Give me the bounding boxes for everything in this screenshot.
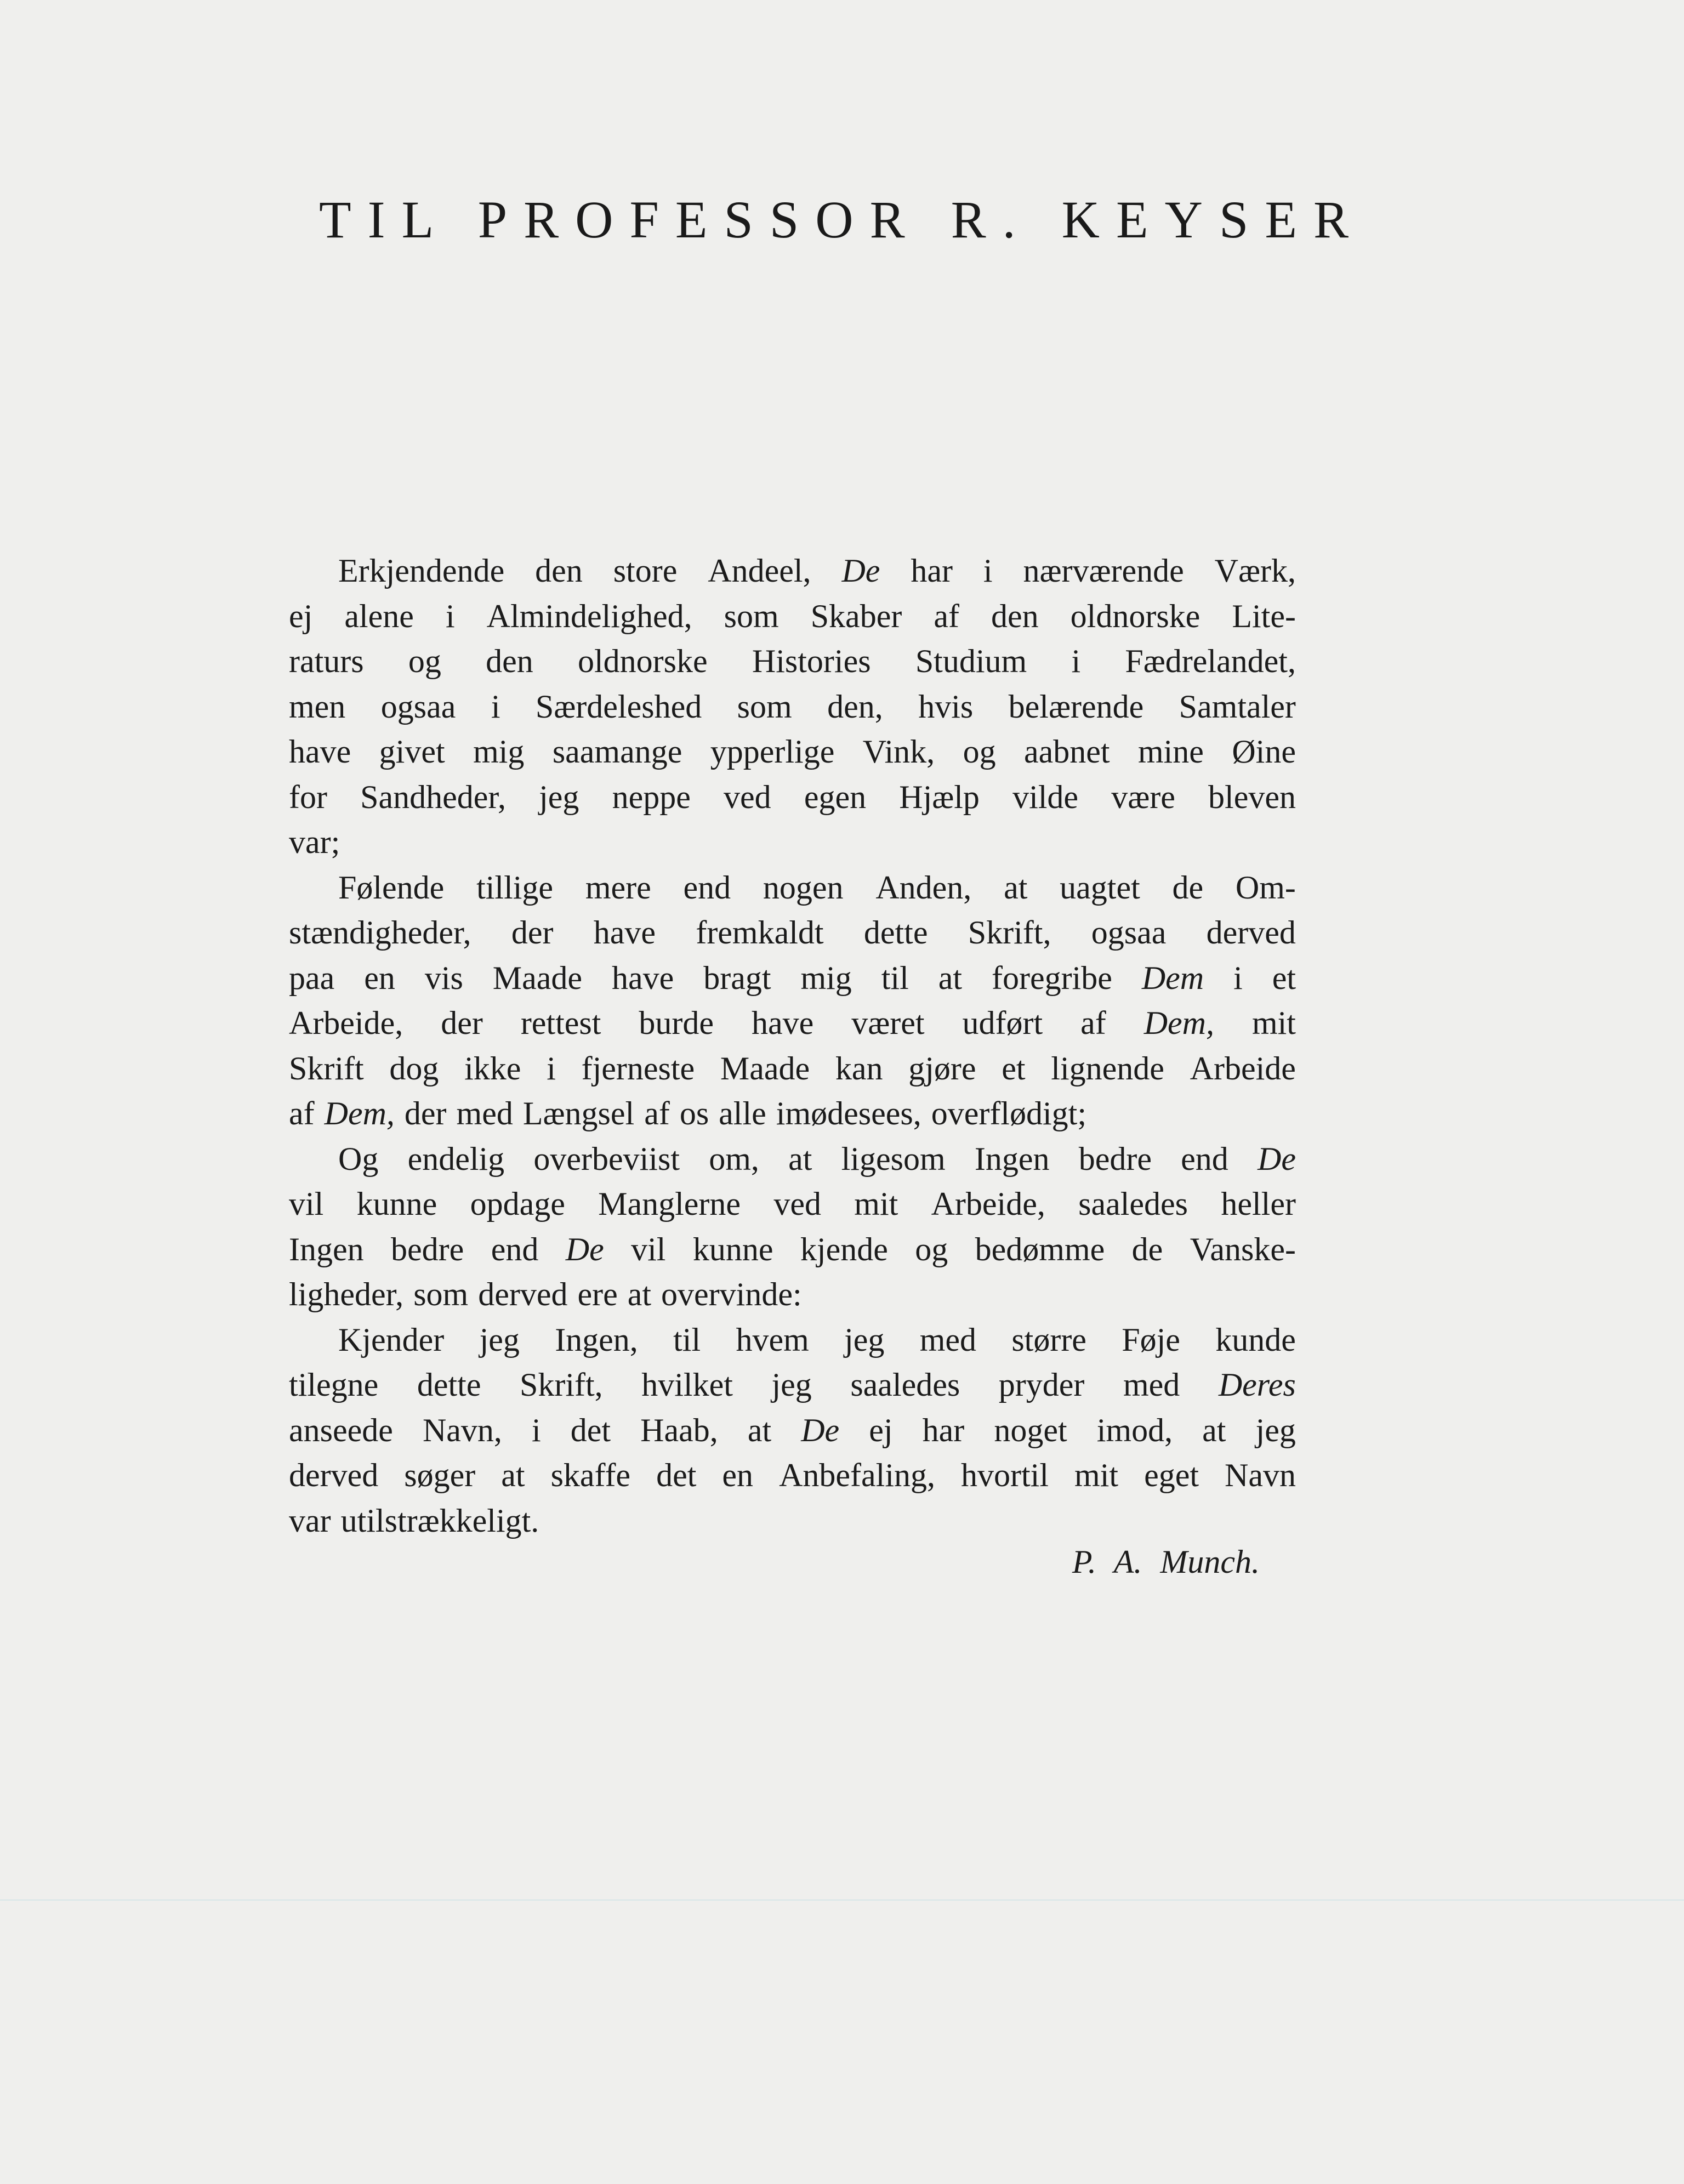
text-line (289, 1000, 1296, 1046)
word: en (364, 959, 395, 996)
word: i (532, 1412, 541, 1448)
word: at (747, 1412, 772, 1448)
word: mig (473, 733, 525, 770)
word: paa (289, 959, 335, 996)
word: Arbeide, (931, 1186, 1045, 1222)
word: De (841, 553, 880, 589)
word: jeg (479, 1321, 520, 1358)
word: Om- (1235, 869, 1296, 906)
word: at (501, 1457, 525, 1493)
word: fremkaldt (696, 914, 824, 951)
word: men (289, 688, 346, 725)
word: Kjender (338, 1321, 445, 1358)
word: til (673, 1321, 701, 1358)
word: Værk, (1214, 553, 1296, 589)
word: Skaber (810, 598, 902, 634)
word: Ingen (289, 1231, 364, 1267)
word: mig (800, 959, 852, 996)
word: jeg (1255, 1412, 1296, 1448)
word: mine (1137, 733, 1204, 770)
word: de (1172, 869, 1204, 906)
paragraph (289, 865, 1296, 1136)
text-line (289, 910, 1296, 956)
paragraph (289, 1317, 1296, 1544)
word: det (570, 1412, 611, 1448)
word: Skrift (289, 1050, 364, 1087)
word: Arbeide (1190, 1050, 1296, 1087)
word: en (722, 1457, 754, 1493)
word: opdage (470, 1186, 565, 1222)
word: som (413, 1276, 469, 1312)
word: kjende (800, 1231, 888, 1267)
word: fjerneste (581, 1050, 695, 1087)
word: med (456, 1095, 513, 1131)
text-line (289, 1227, 1296, 1272)
word: og (408, 643, 441, 679)
word: have (612, 959, 674, 996)
word: oldnorske (578, 643, 708, 679)
word: i (491, 688, 500, 725)
word: foregribe (991, 959, 1112, 996)
word: heller (1221, 1186, 1296, 1222)
word: af (1080, 1005, 1106, 1041)
word: egen (804, 778, 867, 815)
text-line (289, 729, 1296, 775)
word: De (801, 1412, 840, 1448)
text-line (289, 1317, 1296, 1363)
text-line (289, 1498, 1296, 1544)
word: ypperlige (710, 733, 835, 770)
word: i (983, 553, 993, 589)
word: som (724, 598, 779, 634)
word: for (289, 778, 327, 815)
word: Anden, (875, 869, 972, 906)
word: og (963, 733, 996, 770)
word: Dem, (1143, 1005, 1214, 1041)
word: aabnet (1023, 733, 1110, 770)
word: Sandheder, (360, 778, 506, 815)
page-fold-line (0, 1899, 1684, 1901)
word: end (491, 1231, 539, 1267)
word: gjøre (908, 1050, 976, 1087)
word: ere (577, 1276, 618, 1312)
word: Vanske- (1190, 1231, 1296, 1267)
word: have (593, 914, 656, 951)
word: der (404, 1095, 447, 1131)
word: om, (709, 1140, 759, 1177)
text-line (289, 820, 1296, 865)
word: lignende (1051, 1050, 1164, 1087)
word: af (289, 1095, 315, 1131)
word: at (788, 1140, 812, 1177)
word: Øine (1232, 733, 1296, 770)
word: dette (417, 1367, 481, 1403)
word: være (1111, 778, 1175, 815)
word: som (737, 688, 792, 725)
word: saamange (552, 733, 682, 770)
word: Studium (915, 643, 1027, 679)
word: saaledes (850, 1367, 960, 1403)
word: De (1258, 1140, 1296, 1177)
word: udført (962, 1005, 1043, 1041)
word: noget (994, 1412, 1067, 1448)
word: Længsel (522, 1095, 635, 1131)
word: Andeel, (708, 553, 811, 589)
word: overflødigt; (931, 1095, 1086, 1131)
word: uagtet (1060, 869, 1140, 906)
word: ej (869, 1412, 893, 1448)
text-line (289, 1453, 1296, 1498)
word: have (289, 733, 351, 770)
word: Ingen (974, 1140, 1050, 1177)
word: Dem (1141, 959, 1204, 996)
word: Navn (1225, 1457, 1296, 1493)
word: at (1202, 1412, 1226, 1448)
word: givet (379, 733, 445, 770)
word: været (851, 1005, 925, 1041)
word: ej (289, 598, 313, 634)
word: Maade (720, 1050, 810, 1087)
word: Histories (752, 643, 871, 679)
word: derved (1206, 914, 1296, 951)
word: Skrift, (520, 1367, 603, 1403)
word: have (751, 1005, 814, 1041)
word: Almindelighed, (486, 598, 692, 634)
word: Anbefaling, (779, 1457, 935, 1493)
word: overbeviist (533, 1140, 680, 1177)
word: den (535, 553, 583, 589)
word: bleven (1208, 778, 1296, 815)
word: i (1071, 643, 1081, 679)
word: Haab, (640, 1412, 718, 1448)
word: ved (724, 778, 771, 815)
word: ved (773, 1186, 821, 1222)
word: Lite- (1232, 598, 1296, 634)
text-line (289, 548, 1296, 594)
word: Føje (1122, 1321, 1180, 1358)
word: Maade (492, 959, 583, 996)
word: alene (344, 598, 414, 634)
word: hvem (736, 1321, 809, 1358)
word: til (881, 959, 909, 996)
word: Og (338, 1140, 379, 1177)
word: ogsaa (1091, 914, 1167, 951)
word: belærende (1008, 688, 1144, 725)
word: af (934, 598, 959, 634)
word: overvinde: (661, 1276, 802, 1312)
word: har (922, 1412, 965, 1448)
word: tillige (476, 869, 554, 906)
word: kunde (1215, 1321, 1296, 1358)
word: bedre (391, 1231, 464, 1267)
word: anseede (289, 1412, 393, 1448)
word: var; (289, 824, 340, 860)
word: Ingen, (555, 1321, 638, 1358)
word: et (1002, 1050, 1026, 1087)
word: kan (835, 1050, 883, 1087)
word: der (511, 914, 554, 951)
word: Deres (1218, 1367, 1296, 1403)
word: Særdeleshed (535, 688, 702, 725)
text-line (289, 775, 1296, 820)
word: at (938, 959, 963, 996)
word: neppe (612, 778, 691, 815)
word: burde (639, 1005, 714, 1041)
word: og (915, 1231, 948, 1267)
word: ligesom (841, 1140, 946, 1177)
word: alle (719, 1095, 766, 1131)
word: imod, (1096, 1412, 1173, 1448)
word: tilegne (289, 1367, 379, 1403)
word: kunne (692, 1231, 773, 1267)
word: at (627, 1276, 652, 1312)
text-line (289, 1046, 1296, 1091)
word: jeg (539, 778, 579, 815)
text-line (289, 1362, 1296, 1408)
word: de (1131, 1231, 1163, 1267)
word: der (441, 1005, 483, 1041)
paragraph (289, 1136, 1296, 1317)
word: derved (478, 1276, 568, 1312)
word: os (679, 1095, 709, 1131)
word: var (289, 1502, 331, 1539)
word: raturs (289, 643, 364, 679)
word: den, (827, 688, 883, 725)
word: derved (289, 1457, 379, 1493)
word: større (1011, 1321, 1086, 1358)
word: ligheder, (289, 1276, 404, 1312)
paragraph (289, 548, 1296, 865)
text-line (289, 1408, 1296, 1453)
text-line (289, 684, 1296, 730)
word: Hjælp (899, 778, 980, 815)
word: jeg (771, 1367, 812, 1403)
word: i (445, 598, 455, 634)
word: hvis (918, 688, 974, 725)
word: Erkjendende (338, 553, 505, 589)
word: Følende (338, 869, 445, 906)
word: Dem, (324, 1095, 395, 1131)
word: vis (424, 959, 463, 996)
text-line (289, 956, 1296, 1001)
word: mere (585, 869, 651, 906)
word: imødesees, (776, 1095, 921, 1131)
word: jeg (844, 1321, 885, 1358)
word: ogsaa (380, 688, 456, 725)
word: mit (1251, 1005, 1296, 1041)
word: af (644, 1095, 670, 1131)
word: Navn, (422, 1412, 502, 1448)
word: mit (854, 1186, 898, 1222)
word: mit (1074, 1457, 1119, 1493)
word: rettest (520, 1005, 601, 1041)
word: dog (389, 1050, 439, 1087)
dedication-text (289, 548, 1296, 1543)
word: Samtaler (1179, 688, 1296, 725)
word: det (656, 1457, 697, 1493)
text-line (289, 1091, 1296, 1136)
text-line (289, 1136, 1296, 1182)
word: eget (1144, 1457, 1199, 1493)
word: i (547, 1050, 556, 1087)
word: i (1233, 959, 1243, 996)
word: end (683, 869, 731, 906)
word: store (613, 553, 678, 589)
word: et (1272, 959, 1296, 996)
text-line (289, 1272, 1296, 1317)
word: vil (631, 1231, 666, 1267)
word: nogen (763, 869, 844, 906)
word: med (919, 1321, 977, 1358)
word: Arbeide, (289, 1005, 403, 1041)
word: søger (404, 1457, 476, 1493)
word: bedømme (975, 1231, 1105, 1267)
word: kunne (356, 1186, 437, 1222)
word: saaledes (1078, 1186, 1188, 1222)
text-line (289, 639, 1296, 684)
text-line (289, 1181, 1296, 1227)
word: med (1123, 1367, 1180, 1403)
word: end (1181, 1140, 1228, 1177)
word: Manglerne (598, 1186, 741, 1222)
word: at (1004, 869, 1028, 906)
word: ikke (464, 1050, 521, 1087)
word: De (565, 1231, 604, 1267)
word: vilde (1012, 778, 1079, 815)
word: hvilket (641, 1367, 733, 1403)
text-line (289, 594, 1296, 639)
word: har (911, 553, 953, 589)
word: den (486, 643, 533, 679)
signature: P. A. Munch. (1072, 1544, 1260, 1580)
word: endelig (407, 1140, 505, 1177)
page-title: TIL PROFESSOR R. KEYSER (319, 190, 1365, 249)
word: Fædrelandet, (1125, 643, 1296, 679)
word: stændigheder, (289, 914, 471, 951)
word: pryder (998, 1367, 1085, 1403)
word: den (991, 598, 1039, 634)
word: bragt (703, 959, 771, 996)
word: Vink, (862, 733, 935, 770)
word: utilstrækkeligt. (340, 1502, 539, 1539)
text-line (289, 865, 1296, 911)
word: vil (289, 1186, 324, 1222)
word: nærværende (1023, 553, 1184, 589)
word: oldnorske (1070, 598, 1201, 634)
word: skaffe (550, 1457, 631, 1493)
word: hvortil (961, 1457, 1049, 1493)
word: Skrift, (968, 914, 1051, 951)
word: bedre (1078, 1140, 1152, 1177)
word: dette (863, 914, 928, 951)
